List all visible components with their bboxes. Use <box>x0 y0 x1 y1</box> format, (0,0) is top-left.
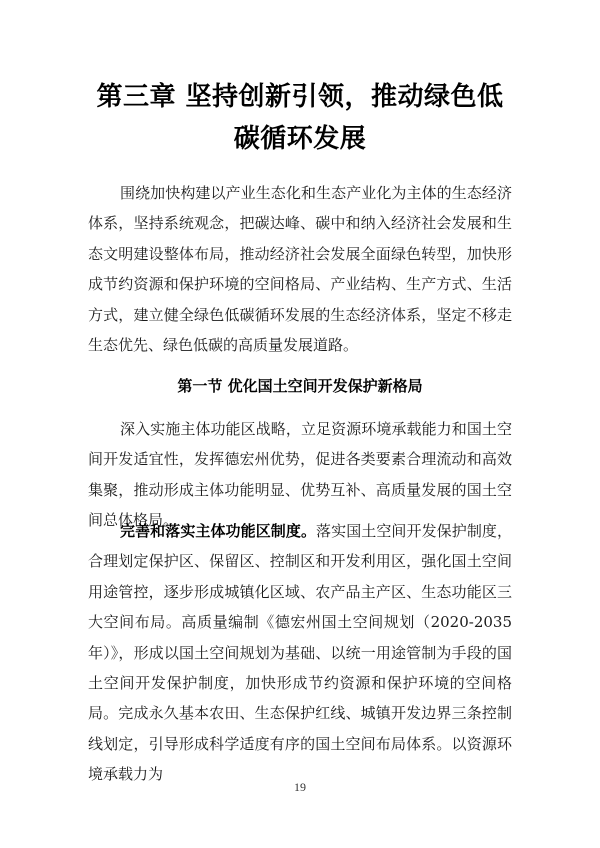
item-lead-heading: 完善和落实主体功能区制度。 <box>120 522 317 540</box>
section-item-paragraph <box>88 516 512 790</box>
page-number: 19 <box>294 780 306 794</box>
section-intro-paragraph: 深入实施主体功能区战略，立足资源环境承载能力和国土空间开发适宜性，发挥德宏州优势，促进各类要素合理流动和高效集聚，推动形成主体功能明显、优势互补、高质量发展的国土空间总体格局。 <box>88 420 512 530</box>
intro-paragraph: 围绕加快构建以产业生态化和生态产业化为主体的生态经济体系，坚持系统观念，把碳达峰、碳中和纳入经济社会发展和生态文明建设整体布局，推动经济社会发展全面绿色转型，加快形成节约资源和保护环境的空间格局、产业结构、生产方式、生活方式，建立健全绿色低碳循环发展的生态经济体系，坚定不移走生态优先、绿色低碳的高质量发展道路。 <box>88 184 512 355</box>
chapter-title: 第三章 坚持创新引领，推动绿色低碳循环发展 <box>96 82 504 154</box>
item-body-text: 落实国土空间开发保护制度，合理划定保护区、保留区、控制区和开发利用区，强化国土空间用途管控，逐步形成城镇化区域、农产品主产区、生态功能区三大空间布局。高质量编制《德宏州国土空间规划（2020-2035年）》，形成以国土空间规划为基础、以统一用途管制为手段的国土空间开发保护制度，加快形成节约资源和保护环境的空间格局。完成永久基本农田、生态保护红线、城镇开发边界三条控制线划定，引导形成科学适度有序的国土空间布局体系。以资源环境承载力为 <box>88 522 512 784</box>
section-title: 第一节 优化国土空间开发保护新格局 <box>177 377 423 395</box>
